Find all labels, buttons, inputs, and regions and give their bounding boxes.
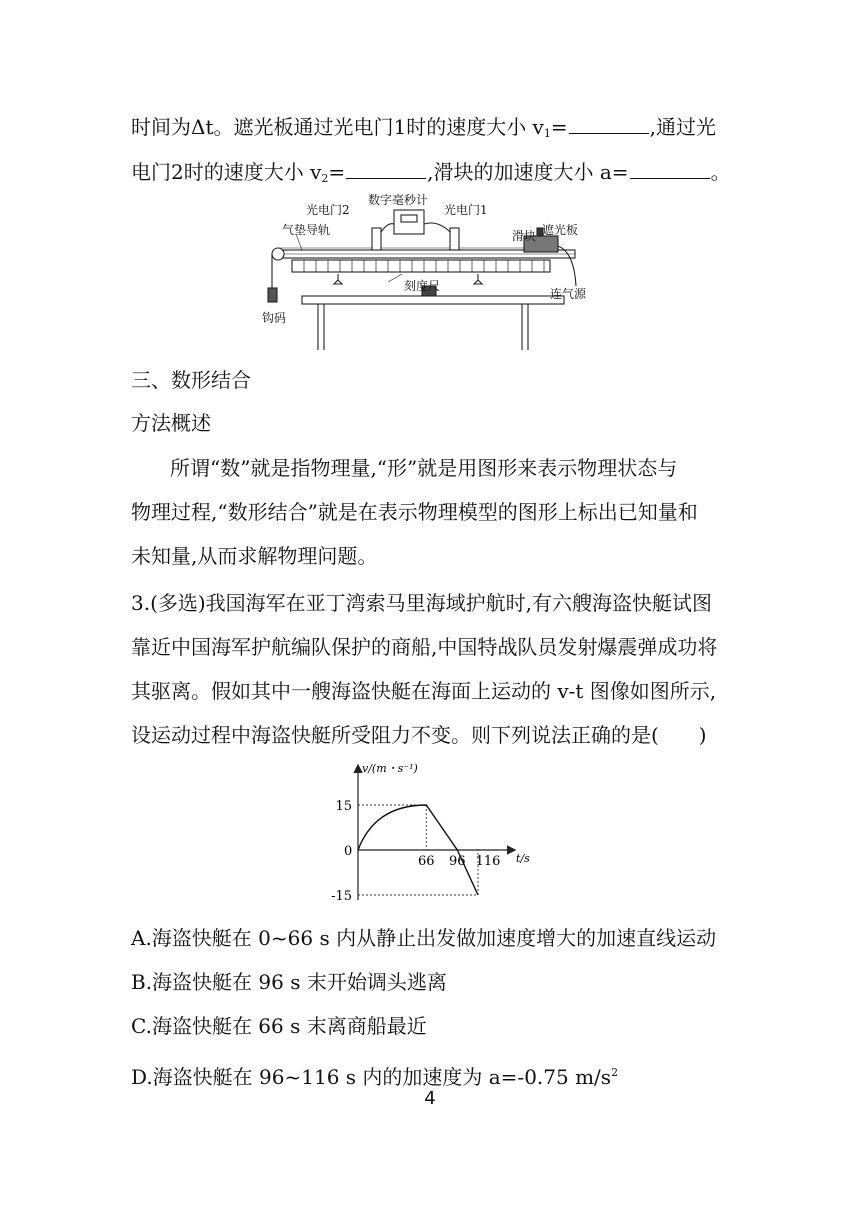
label-shade: 遮光板 — [542, 223, 579, 237]
y-axis-label: v/(m・s⁻¹) — [362, 762, 418, 775]
intro-line-1: 时间为Δt。遮光板通过光电门1时的速度大小 $v_1=$ ,通过光 — [131, 115, 716, 140]
paragraph-line-3: 未知量,从而求解物理问题。 — [131, 544, 378, 568]
option-b[interactable]: B.海盗快艇在 96 s 末开始调头逃离 — [131, 970, 447, 994]
air-track-apparatus-figure — [262, 190, 592, 352]
label-timer: 数字毫秒计 — [368, 193, 429, 207]
option-a[interactable]: A.海盗快艇在 0~66 s 内从静止出发做加速度增大的加速直线运动 — [131, 926, 717, 950]
label-gate1: 光电门1 — [444, 203, 488, 217]
option-c[interactable]: C.海盗快艇在 66 s 末离商船最近 — [131, 1014, 427, 1038]
answer-blank-a[interactable] — [630, 160, 710, 179]
answer-blank-v2[interactable] — [346, 160, 426, 179]
origin-label: 0 — [344, 844, 353, 859]
question-line-3: 其驱离。假如其中一艘海盗快艇在海面上运动的 v-t 图像如图所示, — [131, 679, 717, 703]
y-tick-neg15: -15 — [331, 889, 352, 904]
x-axis-label: t/s — [516, 852, 530, 865]
x-tick-96: 96 — [449, 854, 466, 869]
question-line-1: 3.(多选)我国海军在亚丁湾索马里海域护航时,有六艘海盗快艇试图 — [131, 591, 713, 615]
intro-line-2: 电门2时的速度大小 $v_2=$ ,滑块的加速度大小 a= 。 — [131, 160, 731, 185]
question-line-2: 靠近中国海军护航编队保护的商船,中国特战队员发射爆震弹成功将 — [131, 635, 718, 659]
label-ruler: 刻度尺 — [404, 279, 441, 293]
label-weight: 钩码 — [262, 311, 287, 325]
y-tick-15: 15 — [335, 799, 352, 814]
answer-blank-v1[interactable] — [569, 115, 649, 134]
option-d[interactable]: D.海盗快艇在 96~116 s 内的加速度为 a=-0.75 $m/s^2$ — [131, 1065, 619, 1089]
paragraph-line-2: 物理过程,“数形结合”就是在表示物理模型的图形上标出已知量和 — [131, 500, 698, 524]
label-air-source: 连气源 — [550, 287, 587, 301]
page-number: 4 — [424, 1088, 436, 1109]
question-line-4: 设运动过程中海盗快艇所受阻力不变。则下列说法正确的是( ) — [131, 723, 707, 747]
section-subheading: 方法概述 — [131, 411, 211, 435]
paragraph-line-1: 所谓“数”就是指物理量,“形”就是用图形来表示物理状态与 — [170, 456, 678, 480]
label-slider: 滑块 — [512, 229, 537, 243]
x-tick-66: 66 — [418, 854, 435, 869]
label-track: 气垫导轨 — [282, 223, 331, 237]
vt-graph — [326, 760, 546, 910]
section-heading: 三、数形结合 — [131, 368, 251, 392]
x-tick-116: 116 — [475, 854, 501, 869]
label-gate2: 光电门2 — [306, 203, 350, 217]
